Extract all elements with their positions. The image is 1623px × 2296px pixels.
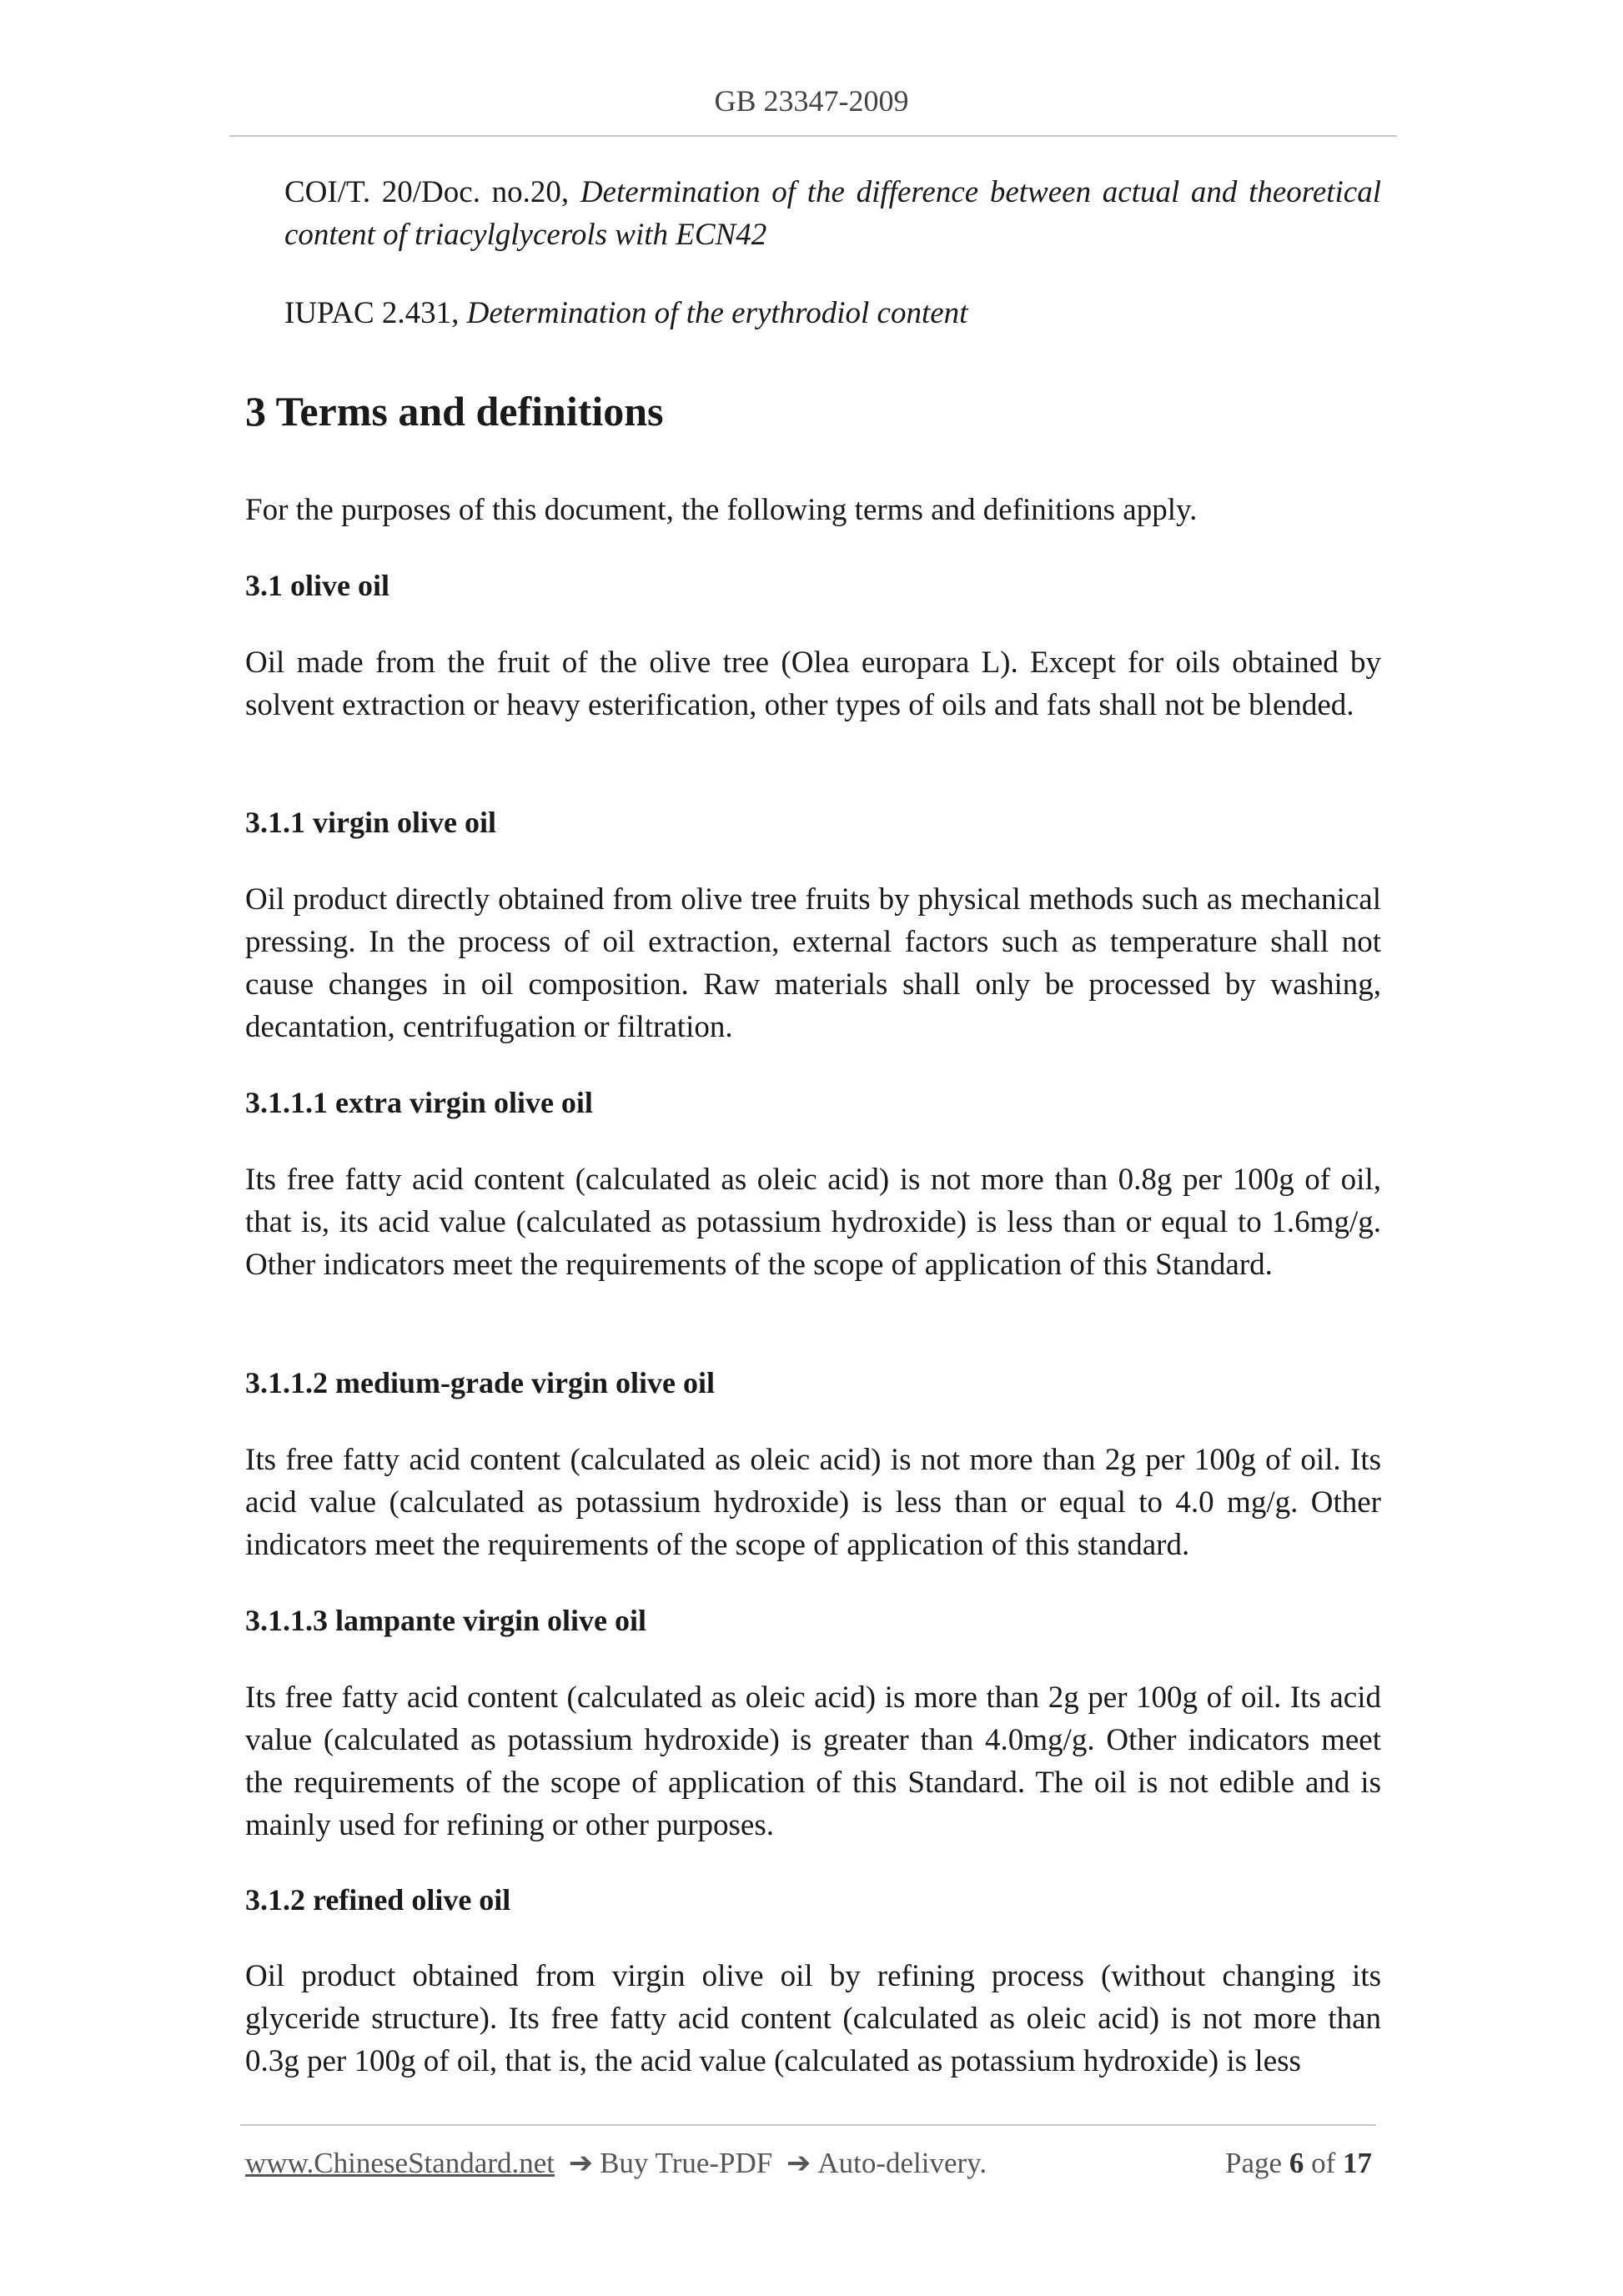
- page-counter: [1084, 2147, 1372, 2180]
- section-intro: For the purposes of this document, the following terms and definitions apply.: [245, 493, 1198, 527]
- term-heading: 3.1.2 refined olive oil: [245, 1883, 511, 1917]
- reference-title: Determination of the erythrodiol content: [466, 296, 968, 330]
- term-heading: 3.1 olive oil: [245, 569, 389, 602]
- footer-divider: [240, 2124, 1376, 2126]
- reference-iupac: [284, 292, 1381, 334]
- reference-title: Determination of the difference between actual and theoretical content of triacylglycerols with ECN42: [284, 175, 1381, 252]
- term-body: Its free fatty acid content (calculated as oleic acid) is not more than 2g per 100g of oil. Its acid value (calculated as potassium hydroxide) is less than or equal to 4.0 mg/g. Other indicators meet the requirements of the scope of application of this standard.: [245, 1443, 1381, 1562]
- page-current: 6: [1289, 2147, 1304, 2179]
- term-body: Oil made from the fruit of the olive tree (Olea europara L). Except for oils obtained by solvent extraction or heavy esterification, other types of oils and fats shall not be blended.: [245, 646, 1381, 722]
- term-body: Oil product directly obtained from olive tree fruits by physical methods such as mechanical pressing. In the process of oil extraction, external factors such as temperature shall not cause changes in oil composition. Raw materials shall only be processed by washing, decantation, centrifugation or filtration.: [245, 882, 1381, 1044]
- term-body: Its free fatty acid content (calculated as oleic acid) is more than 2g per 100g of oil. Its acid value (calculated as potassium hydroxide) is greater than 4.0mg/g. Other indicators meet the requirements of the scope of application of this Standard. The oil is not edible and is mainly used for refining or other purposes.: [245, 1681, 1381, 1842]
- auto-delivery-text: Auto-delivery.: [817, 2147, 987, 2179]
- term-body: Oil product obtained from virgin olive oil by refining process (without changing its glyceride structure). Its free fatty acid content (calculated as oleic acid) is not more than 0.3g per 100g of oil, that is, the acid value (calculated as potassium hydroxide) is less: [245, 1959, 1381, 2078]
- reference-code: COI/T. 20/Doc. no.20,: [284, 175, 580, 209]
- page-header-title: GB 23347-2009: [714, 84, 909, 118]
- term-heading: 3.1.1.2 medium-grade virgin olive oil: [245, 1366, 715, 1399]
- term-body: Its free fatty acid content (calculated as oleic acid) is not more than 0.8g per 100g of oil, that is, its acid value (calculated as potassium hydroxide) is less than or equal to 1.6mg/g. Other indicators meet the requirements of the scope of application of this Standard.: [245, 1163, 1381, 1282]
- term-heading: 3.1.1.1 extra virgin olive oil: [245, 1086, 593, 1119]
- footer-promo: [245, 2147, 987, 2180]
- term-heading: 3.1.1.3 lampante virgin olive oil: [245, 1604, 646, 1637]
- arrow-right-icon: ➔: [786, 2147, 812, 2179]
- arrow-right-icon: ➔: [568, 2147, 594, 2179]
- section-heading: 3 Terms and definitions: [245, 388, 664, 435]
- page-of: of: [1311, 2147, 1336, 2179]
- site-link[interactable]: www.ChineseStandard.net: [245, 2147, 555, 2179]
- reference-coi: [284, 171, 1381, 256]
- buy-pdf-text: Buy True-PDF: [600, 2147, 773, 2179]
- term-heading: 3.1.1 virgin olive oil: [245, 806, 496, 839]
- page-label: Page: [1225, 2147, 1283, 2179]
- reference-code: IUPAC 2.431,: [284, 296, 467, 330]
- page-total: 17: [1343, 2147, 1372, 2179]
- header-divider: [229, 135, 1397, 137]
